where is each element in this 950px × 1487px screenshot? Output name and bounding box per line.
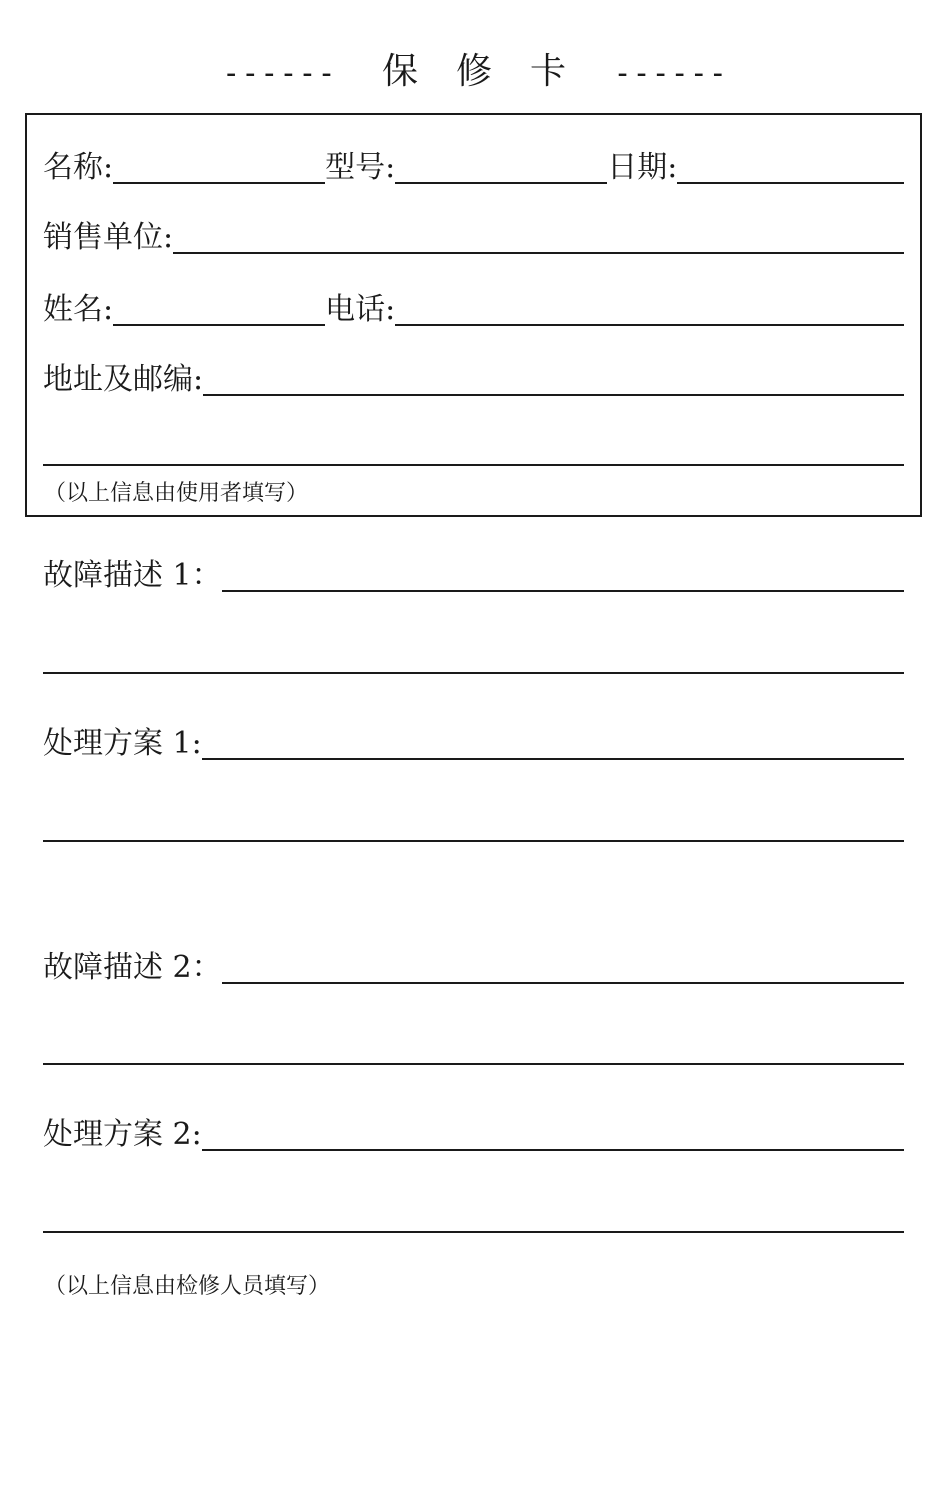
solution-2-field[interactable] xyxy=(202,1149,904,1151)
date-label: 日期: xyxy=(607,150,678,185)
phone-field[interactable] xyxy=(395,324,904,326)
model-label: 型号: xyxy=(325,150,396,185)
person-name-field[interactable] xyxy=(113,324,325,326)
title-dash-right: ------ xyxy=(613,56,728,91)
user-note: （以上信息由使用者填写） xyxy=(44,481,309,506)
solution-2-label: 处理方案 2: xyxy=(43,1117,202,1152)
fault-1-field[interactable] xyxy=(222,590,904,592)
title-text: 保修卡 xyxy=(381,51,604,92)
row-seller xyxy=(43,216,904,256)
page-title xyxy=(0,44,950,102)
solution-1-field[interactable] xyxy=(202,758,904,760)
seller-field[interactable] xyxy=(173,252,904,254)
fault-2-line-2[interactable] xyxy=(43,1063,904,1065)
row-fault-1 xyxy=(43,554,904,594)
address-field[interactable] xyxy=(203,394,904,396)
row-name-model-date xyxy=(43,146,904,186)
title-dash-left: ------ xyxy=(222,56,337,91)
row-address xyxy=(43,358,904,398)
service-note: （以上信息由检修人员填写） xyxy=(44,1274,331,1299)
solution-2-line-2[interactable] xyxy=(43,1231,904,1233)
row-solution-1 xyxy=(43,722,904,762)
address-line-2[interactable] xyxy=(43,464,904,466)
row-solution-2 xyxy=(43,1113,904,1153)
date-field[interactable] xyxy=(677,182,904,184)
fault-2-label: 故障描述 2： xyxy=(43,950,222,985)
row-person-phone xyxy=(43,288,904,328)
person-name-label: 姓名: xyxy=(43,292,114,327)
phone-label: 电话: xyxy=(325,292,396,327)
row-fault-2 xyxy=(43,946,904,986)
fault-2-field[interactable] xyxy=(222,982,904,984)
seller-label: 销售单位: xyxy=(43,220,174,255)
name-field[interactable] xyxy=(113,182,325,184)
fault-1-line-2[interactable] xyxy=(43,672,904,674)
name-label: 名称: xyxy=(43,150,114,185)
address-label: 地址及邮编: xyxy=(43,362,204,397)
fault-1-label: 故障描述 1： xyxy=(43,558,222,593)
model-field[interactable] xyxy=(395,182,607,184)
solution-1-label: 处理方案 1: xyxy=(43,726,202,761)
solution-1-line-2[interactable] xyxy=(43,840,904,842)
